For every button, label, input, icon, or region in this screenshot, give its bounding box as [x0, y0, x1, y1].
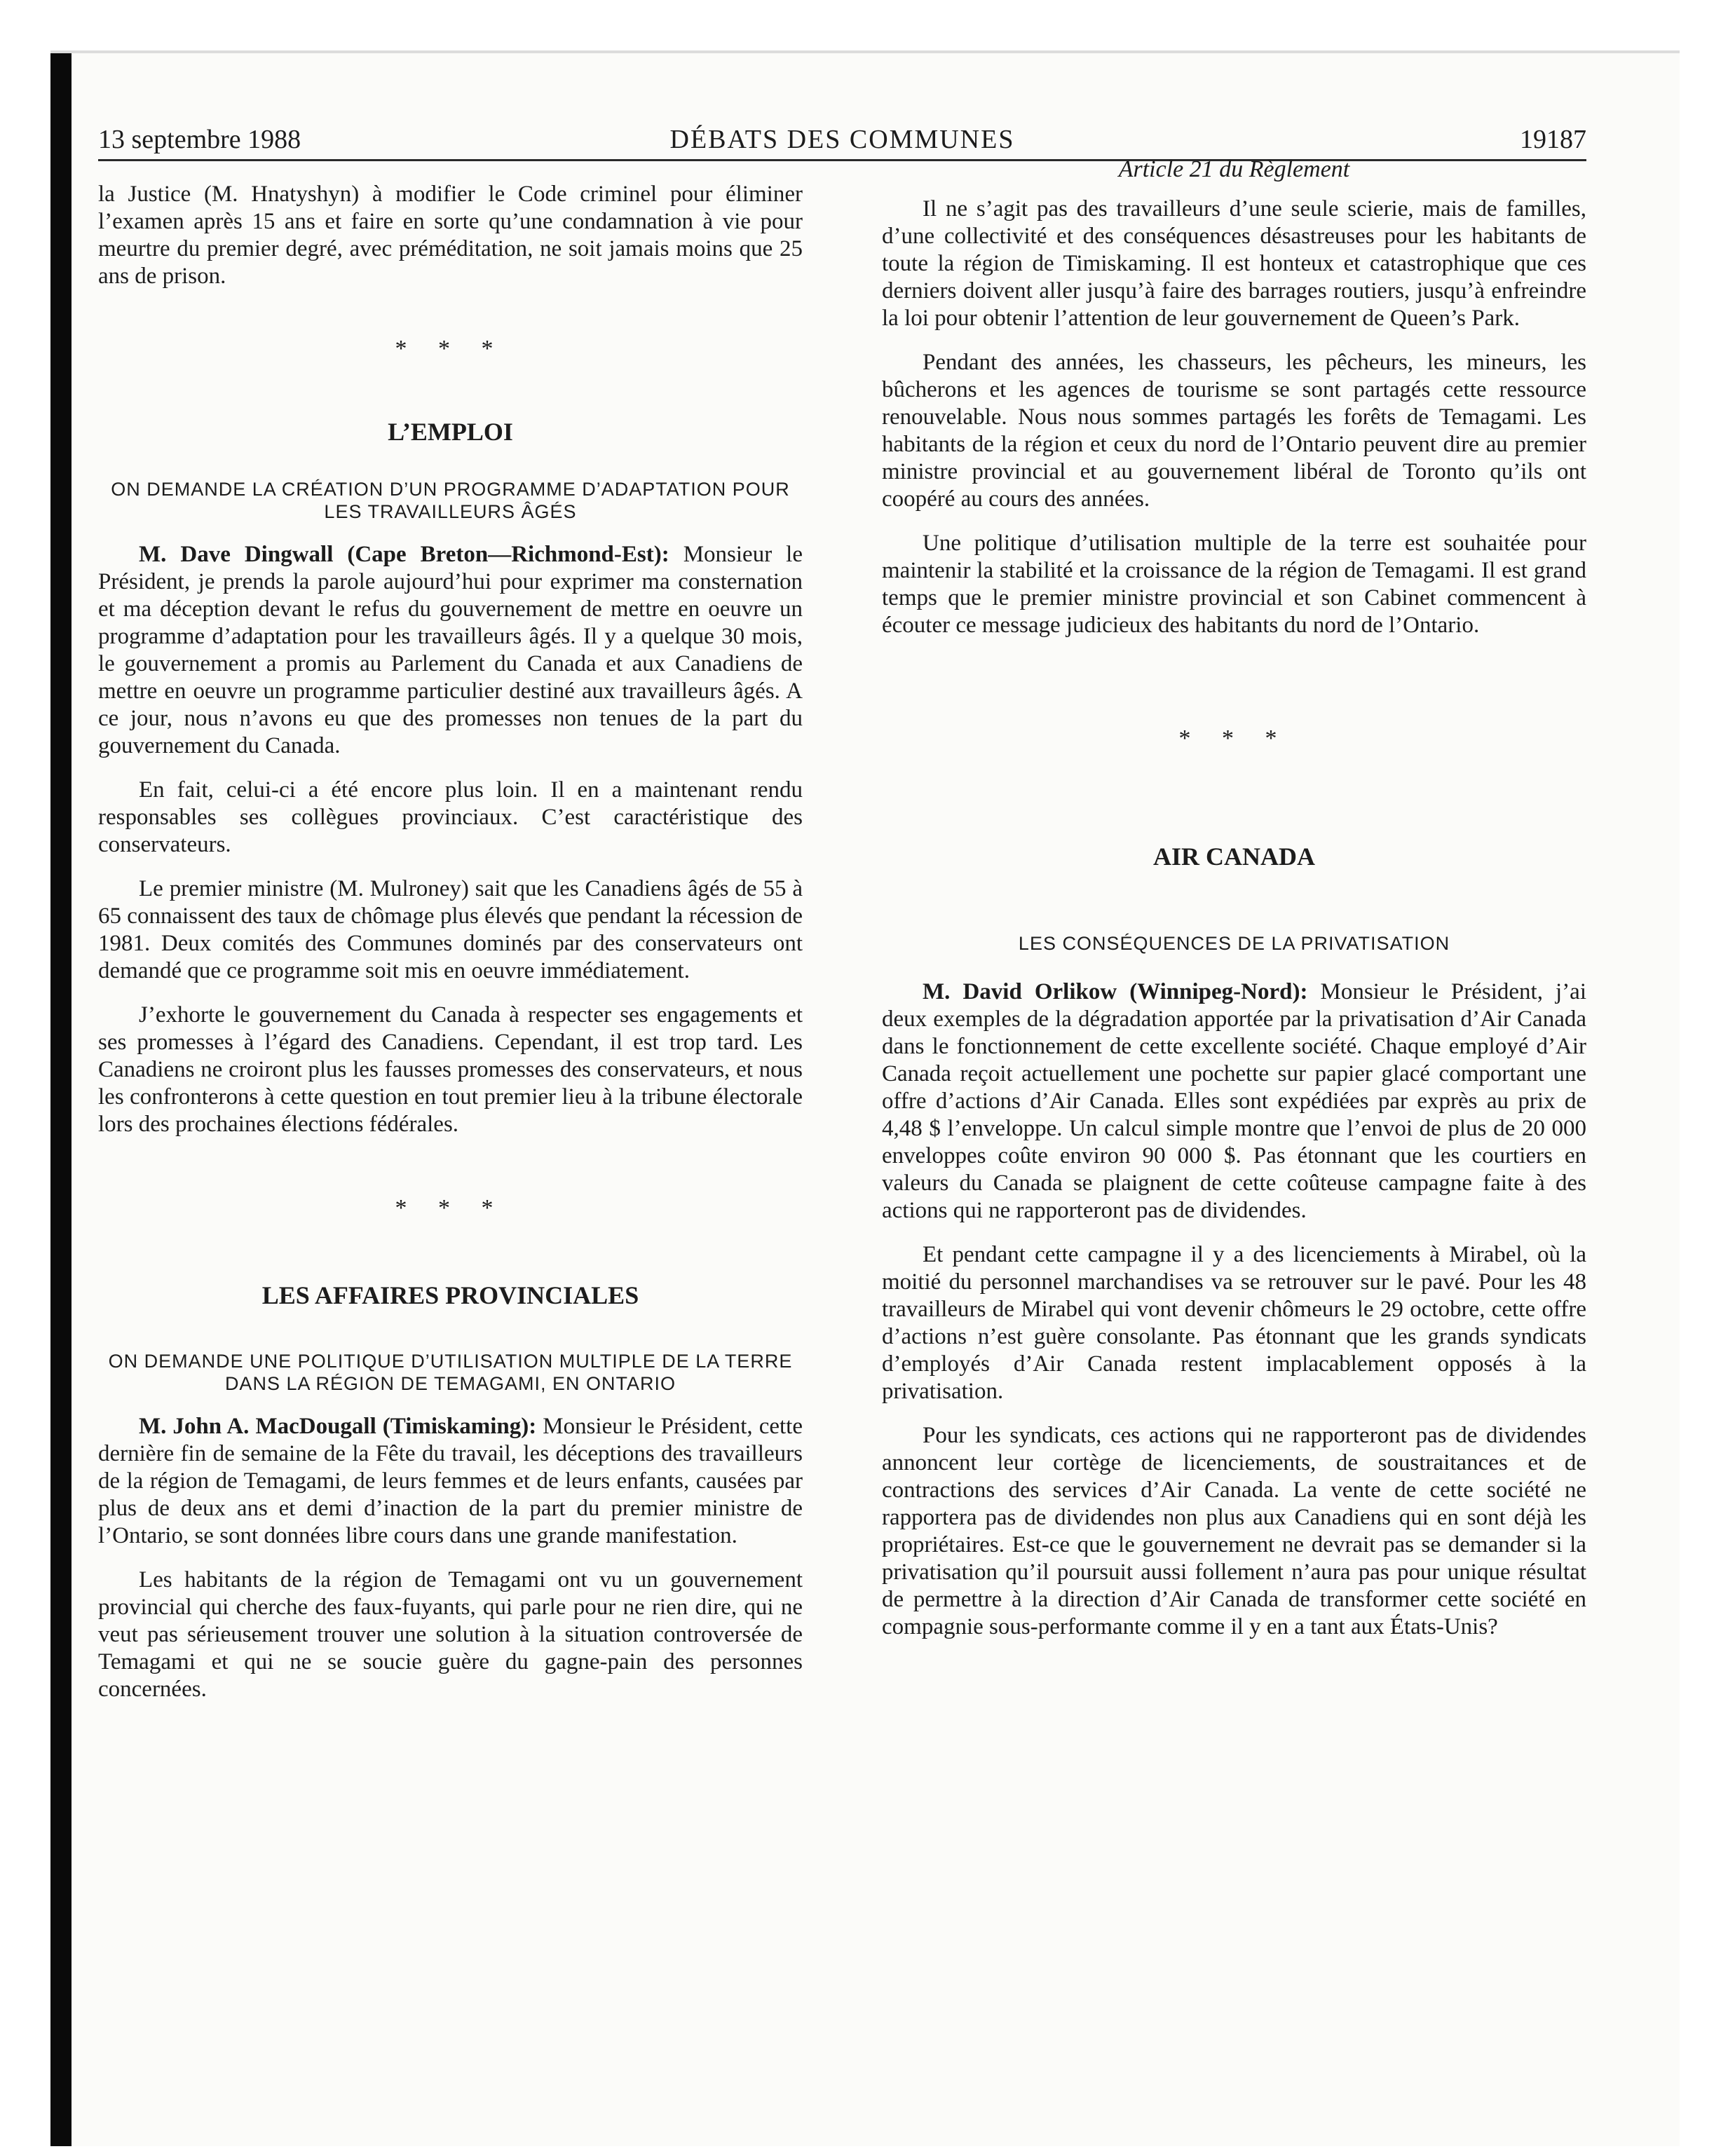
paragraph: Il ne s’agit pas des travailleurs d’une seule scierie, mais de familles, d’une collectivité et des conséquences désastreuses pour les habitants de toute la région de Timiskaming. Il est honteux et catastrophique que ces derniers doivent aller jusqu’à faire des barrages routiers, jusqu’à enfreindre la loi pour obtenir l’attention de leur gouvernement de Queen’s Park.	[882, 196, 1586, 331]
section-separator: * * *	[395, 336, 506, 362]
section-title: L’EMPLOI	[388, 418, 513, 446]
right-column	[882, 156, 1586, 1658]
section-title: LES AFFAIRES PROVINCIALES	[261, 1281, 639, 1309]
section-title: AIR CANADA	[1153, 842, 1315, 871]
header-journal-title: DÉBATS DES COMMUNES	[669, 125, 1015, 154]
paragraph: Pour les syndicats, ces actions qui ne rapporteront pas de dividendes annoncent leur cortège de licenciements, de soustraitances et de contractions des services d’Air Canada. La vente de cette société ne rapportera pas de dividendes non plus aux Canadiens qui en sont déjà les propriétaires. Est-ce que le gouvernement ne devrait pas se demander si la privatisation qu’il poursuit aussi follement n’aura pas pour unique résultat de permettre à la direction d’Air Canada de transformer cette société en compagnie sous-performante comme il y en a tant aux États-Unis?	[882, 1423, 1586, 1639]
scan-border-left	[50, 50, 72, 2146]
paragraph: Les habitants de la région de Temagami ont vu un gouvernement provincial qui cherche des faux-fuyants, qui parle pour ne rien dire, qui ne veut pas sérieusement trouver une solution à la situation controversée de Temagami et qui ne se soucie guère du gagne-pain des personnes concernées.	[98, 1567, 803, 1702]
paragraph: Et pendant cette campagne il y a des licenciements à Mirabel, où la moitié du personnel marchandises va se retrouver sur le pavé. Pour les 48 travailleurs de Mirabel qui vont devenir chômeurs le 29 octobre, cette offre d’actions n’est guère consolante. Pas étonnant que les grands syndicats d’employés d’Air Canada restent implacablement opposés à la privatisation.	[882, 1242, 1586, 1404]
speech-text: Monsieur le Président, je prends la parole aujourd’hui pour exprimer ma consternation et ma déception devant le refus du gouvernement de mettre en oeuvre un programme d’adaptation pour les travailleurs âgés. Il y a quelque 30 mois, le gouvernement a promis au Parlement du Canada et aux Canadiens de mettre en oeuvre un programme particulier destiné aux travailleurs âgés. A ce jour, nous n’avons eu que des promesses non tenues de la part du gouvernement du Canada.	[98, 542, 803, 758]
speech-text: Monsieur le Président, j’ai deux exemples de la dégradation apportée par la privatisation d’Air Canada dans le fonctionnement de cette excellente société. Chaque employé d’Air Canada reçoit actuellement une pochette sur papier glacé comportant une offre d’actions d’Air Canada. Elles sont expédiées par exprès au prix de 4,48 $ l’enveloppe. Un calcul simple montre que l’envoi de plus de 20 000 enveloppes coûte environ 90 000 $. Pas étonnant que les courtiers en valeurs du Canada se plaignent de cette coûteuse campagne faite à des actions qui ne rapporteront pas de dividendes.	[882, 979, 1586, 1223]
header-page-number: 19187	[1520, 125, 1586, 154]
paragraph: Pendant des années, les chasseurs, les pêcheurs, les mineurs, les bûcherons et les agences de tourisme se sont partagés cette ressource renouvelable. Nous nous sommes partagés les forêts de Temagami. Les habitants de la région et ceux du nord de l’Ontario peuvent dire au premier ministre provincial et au gouvernement libéral de Toronto qu’ils ont coopéré au cours des années.	[882, 350, 1586, 512]
section-separator: * * *	[1178, 725, 1290, 751]
paragraph: Le premier ministre (M. Mulroney) sait que les Canadiens âgés de 55 à 65 connaissent des taux de chômage plus élevés que pendant la récession de 1981. Deux comités des Communes dominés par des conservateurs ont demandé que ce programme soit mis en oeuvre immédiatement.	[98, 876, 803, 983]
page-header	[98, 98, 1586, 161]
speech-paragraph	[882, 978, 1586, 1224]
speech-paragraph	[98, 1413, 803, 1550]
section-separator: * * *	[395, 1195, 506, 1221]
paragraph: Une politique d’utilisation multiple de la terre est souhaitée pour maintenir la stabilité et la croissance de la région de Temagami. Il est grand temps que le premier ministre provincial et son Cabinet commencent à écouter ce message judicieux des habitants du nord de l’Ontario.	[882, 531, 1586, 638]
section-subheading: LES CONSÉQUENCES DE LA PRIVATISATION	[1018, 933, 1450, 954]
speech-text: Monsieur le Président, cette dernière fin de semaine de la Fête du travail, les déceptions des travailleurs de la région de Temagami, de leurs femmes et de leurs enfants, causées par plus de deux ans et demi d’inaction de la part du premier ministre de l’Ontario, se sont données libre cours dans une grande manifestation.	[98, 1414, 803, 1548]
left-column	[98, 181, 803, 1720]
paragraph: En fait, celui-ci a été encore plus loin. Il en a maintenant rendu responsables ses collègues provinciaux. C’est caractéristique des conservateurs.	[98, 777, 803, 857]
section-subheading: ON DEMANDE UNE POLITIQUE D’UTILISATION MULTIPLE DE LA TERRE DANS LA RÉGION DE TEMAGAMI, EN ONTARIO	[108, 1351, 793, 1394]
speaker-name: M. Dave Dingwall (Cape Breton—Richmond-Est):	[139, 542, 669, 567]
paragraph: la Justice (M. Hnatyshyn) à modifier le Code criminel pour éliminer l’examen après 15 ans et faire en sorte qu’une condamnation à vie pour meurtre du premier degré, avec préméditation, ne soit jamais moins que 25 ans de prison.	[98, 182, 803, 289]
speech-paragraph	[98, 541, 803, 760]
paragraph: J’exhorte le gouvernement du Canada à respecter ses engagements et ses promesses à l’égard des Canadiens. Cependant, il est trop tard. Les Canadiens ne croiront plus les fausses promesses des conservateurs, et nous les confronterons à cette question en tout premier lieu à la tribune électorale lors des prochaines élections fédérales.	[98, 1002, 803, 1137]
section-subheading: ON DEMANDE LA CRÉATION D’UN PROGRAMME D’ADAPTATION POUR LES TRAVAILLEURS ÂGÉS	[111, 479, 790, 522]
speaker-name: M. David Orlikow (Winnipeg-Nord):	[923, 979, 1308, 1004]
header-date: 13 septembre 1988	[98, 125, 301, 154]
speaker-name: M. John A. MacDougall (Timiskaming):	[139, 1414, 537, 1439]
running-head: Article 21 du Règlement	[1118, 156, 1350, 182]
